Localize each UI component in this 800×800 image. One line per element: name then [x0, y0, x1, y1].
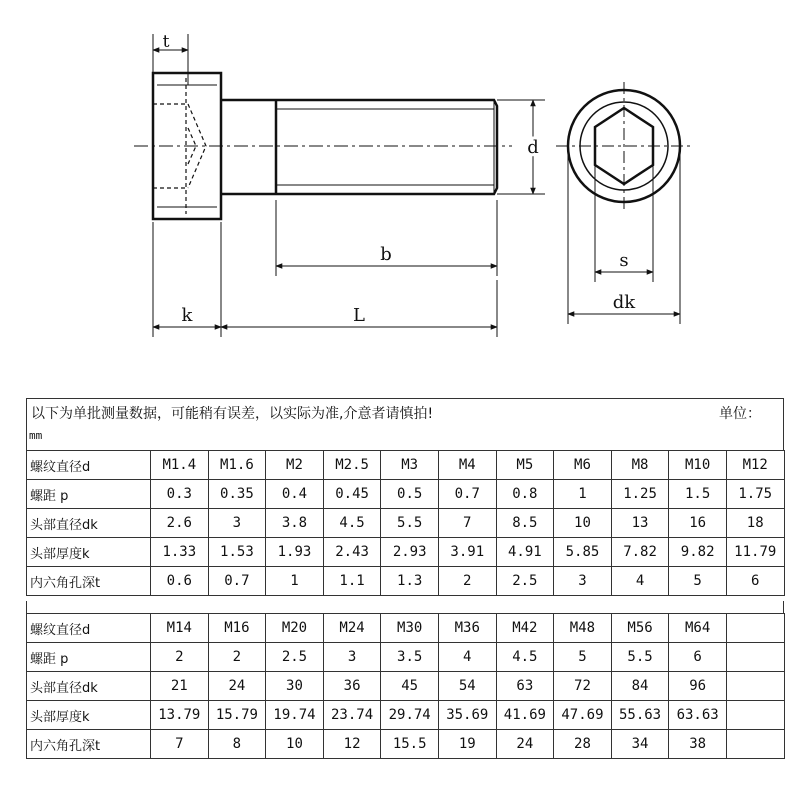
- table-cell: M5: [496, 451, 554, 480]
- table-cell: 55.63: [611, 701, 669, 730]
- table-cell: 1.93: [266, 538, 324, 567]
- screw-diagram: [0, 0, 800, 380]
- screw-shank-outline: [221, 100, 497, 194]
- table-cell: 1.1: [323, 567, 381, 596]
- table-cell: 15.79: [208, 701, 266, 730]
- table-cell: 30: [266, 672, 324, 701]
- table-cell: 3: [208, 509, 266, 538]
- table-cell: 1.5: [669, 480, 727, 509]
- table-cell: 47.69: [554, 701, 612, 730]
- dim-t: [153, 34, 188, 85]
- label-L: L: [353, 305, 365, 326]
- table-cell: M42: [496, 614, 554, 643]
- table-cell: 0.4: [266, 480, 324, 509]
- table-cell: 8: [208, 730, 266, 759]
- table-cell: 0.5: [381, 480, 439, 509]
- table-cell: 6: [726, 567, 784, 596]
- table-cell: 5.5: [611, 643, 669, 672]
- table-cell: M8: [611, 451, 669, 480]
- table-cell: M30: [381, 614, 439, 643]
- table-cell: 3.5: [381, 643, 439, 672]
- hex-depth-row: [27, 567, 785, 596]
- table-cell: 1: [266, 567, 324, 596]
- row-label: 螺纹直径d: [27, 451, 151, 480]
- table-cell: 1.3: [381, 567, 439, 596]
- table-cell: 3.91: [438, 538, 496, 567]
- row-label: 螺距 p: [27, 480, 151, 509]
- table-cell: 5: [554, 643, 612, 672]
- screw-end-view: [556, 82, 692, 212]
- table-cell: 3: [554, 567, 612, 596]
- table-cell: 1.25: [611, 480, 669, 509]
- table-cell: 2: [151, 643, 209, 672]
- head-thickness-row: [27, 701, 785, 730]
- table-cell: 0.3: [151, 480, 209, 509]
- table-cell: M3: [381, 451, 439, 480]
- table-cell: 2.43: [323, 538, 381, 567]
- table-cell: 7.82: [611, 538, 669, 567]
- table-cell: 28: [554, 730, 612, 759]
- table-cell: 72: [554, 672, 612, 701]
- table-cell: 2.93: [381, 538, 439, 567]
- table-cell: 19.74: [266, 701, 324, 730]
- table-cell: 24: [208, 672, 266, 701]
- table-cell: M24: [323, 614, 381, 643]
- table-cell: [726, 701, 784, 730]
- table-cell: M1.6: [208, 451, 266, 480]
- spec-table-upper: [26, 450, 785, 596]
- table-cell: M16: [208, 614, 266, 643]
- table-spacer: [26, 601, 784, 613]
- table-cell: 19: [438, 730, 496, 759]
- table-cell: 45: [381, 672, 439, 701]
- table-cell: [726, 643, 784, 672]
- label-t: t: [162, 32, 170, 52]
- row-label: 头部直径dk: [27, 509, 151, 538]
- table-cell: 35.69: [438, 701, 496, 730]
- row-label: 内六角孔深t: [27, 730, 151, 759]
- table-cell: M56: [611, 614, 669, 643]
- table-cell: 4.91: [496, 538, 554, 567]
- table-cell: M10: [669, 451, 727, 480]
- table-cell: 9.82: [669, 538, 727, 567]
- pitch-row: [27, 480, 785, 509]
- table-cell: 84: [611, 672, 669, 701]
- table-cell: M2.5: [323, 451, 381, 480]
- table-cell: [726, 614, 784, 643]
- table-cell: M36: [438, 614, 496, 643]
- row-label: 螺距 p: [27, 643, 151, 672]
- table-cell: 41.69: [496, 701, 554, 730]
- size-row: [27, 614, 785, 643]
- table-cell: 1: [554, 480, 612, 509]
- table-cell: 34: [611, 730, 669, 759]
- head-diameter-row: [27, 509, 785, 538]
- table-cell: 0.7: [208, 567, 266, 596]
- table-cell: 2.5: [496, 567, 554, 596]
- table-cell: 4: [611, 567, 669, 596]
- head-thickness-row: [27, 538, 785, 567]
- table-cell: 1.53: [208, 538, 266, 567]
- table-cell: 1.33: [151, 538, 209, 567]
- table-cell: 18: [726, 509, 784, 538]
- row-label: 头部厚度k: [27, 538, 151, 567]
- table-cell: 0.7: [438, 480, 496, 509]
- table-cell: 7: [438, 509, 496, 538]
- table-cell: 21: [151, 672, 209, 701]
- table-cell: 11.79: [726, 538, 784, 567]
- table-cell: 0.35: [208, 480, 266, 509]
- table-cell: 36: [323, 672, 381, 701]
- table-cell: 0.45: [323, 480, 381, 509]
- table-cell: 24: [496, 730, 554, 759]
- table-cell: M4: [438, 451, 496, 480]
- table-cell: 23.74: [323, 701, 381, 730]
- table-cell: M20: [266, 614, 324, 643]
- table-cell: M1.4: [151, 451, 209, 480]
- table-note-row: [26, 398, 784, 450]
- unit-value: mm: [29, 429, 43, 442]
- table-cell: 3.8: [266, 509, 324, 538]
- row-label: 头部直径dk: [27, 672, 151, 701]
- label-d: d: [527, 137, 539, 158]
- table-cell: M14: [151, 614, 209, 643]
- table-cell: [726, 672, 784, 701]
- table-cell: 63.63: [669, 701, 727, 730]
- table-cell: 63: [496, 672, 554, 701]
- table-cell: 16: [669, 509, 727, 538]
- table-cell: 15.5: [381, 730, 439, 759]
- table-cell: 29.74: [381, 701, 439, 730]
- label-k: k: [181, 305, 193, 326]
- table-cell: 5.5: [381, 509, 439, 538]
- table-cell: 10: [266, 730, 324, 759]
- table-cell: 5: [669, 567, 727, 596]
- table-cell: M48: [554, 614, 612, 643]
- hex-depth-row: [27, 730, 785, 759]
- table-cell: 10: [554, 509, 612, 538]
- table-cell: M12: [726, 451, 784, 480]
- table-cell: 8.5: [496, 509, 554, 538]
- table-cell: 4: [438, 643, 496, 672]
- table-cell: 54: [438, 672, 496, 701]
- table-cell: M2: [266, 451, 324, 480]
- table-cell: 4.5: [496, 643, 554, 672]
- table-cell: 2.6: [151, 509, 209, 538]
- measurement-disclaimer: 以下为单批测量数据，可能稍有误差，以实际为准,介意者请慎拍!: [31, 406, 434, 422]
- table-cell: 38: [669, 730, 727, 759]
- row-label: 螺纹直径d: [27, 614, 151, 643]
- spec-table-lower: [26, 613, 785, 759]
- table-cell: 3: [323, 643, 381, 672]
- label-b: b: [380, 244, 392, 265]
- table-cell: 6: [669, 643, 727, 672]
- table-cell: 96: [669, 672, 727, 701]
- head-diameter-row: [27, 672, 785, 701]
- table-cell: 13: [611, 509, 669, 538]
- label-dk: dk: [612, 292, 636, 313]
- table-cell: M6: [554, 451, 612, 480]
- table-cell: [726, 730, 784, 759]
- table-cell: 2: [208, 643, 266, 672]
- table-cell: 4.5: [323, 509, 381, 538]
- table-cell: 5.85: [554, 538, 612, 567]
- table-cell: 7: [151, 730, 209, 759]
- pitch-row: [27, 643, 785, 672]
- table-cell: 12: [323, 730, 381, 759]
- table-cell: 1.75: [726, 480, 784, 509]
- unit-label: 单位：: [719, 406, 761, 422]
- row-label: 头部厚度k: [27, 701, 151, 730]
- row-label: 内六角孔深t: [27, 567, 151, 596]
- table-cell: 0.6: [151, 567, 209, 596]
- table-cell: 2.5: [266, 643, 324, 672]
- table-cell: 0.8: [496, 480, 554, 509]
- label-s: s: [619, 250, 629, 271]
- table-cell: 13.79: [151, 701, 209, 730]
- table-cell: M64: [669, 614, 727, 643]
- table-cell: 2: [438, 567, 496, 596]
- size-row: [27, 451, 785, 480]
